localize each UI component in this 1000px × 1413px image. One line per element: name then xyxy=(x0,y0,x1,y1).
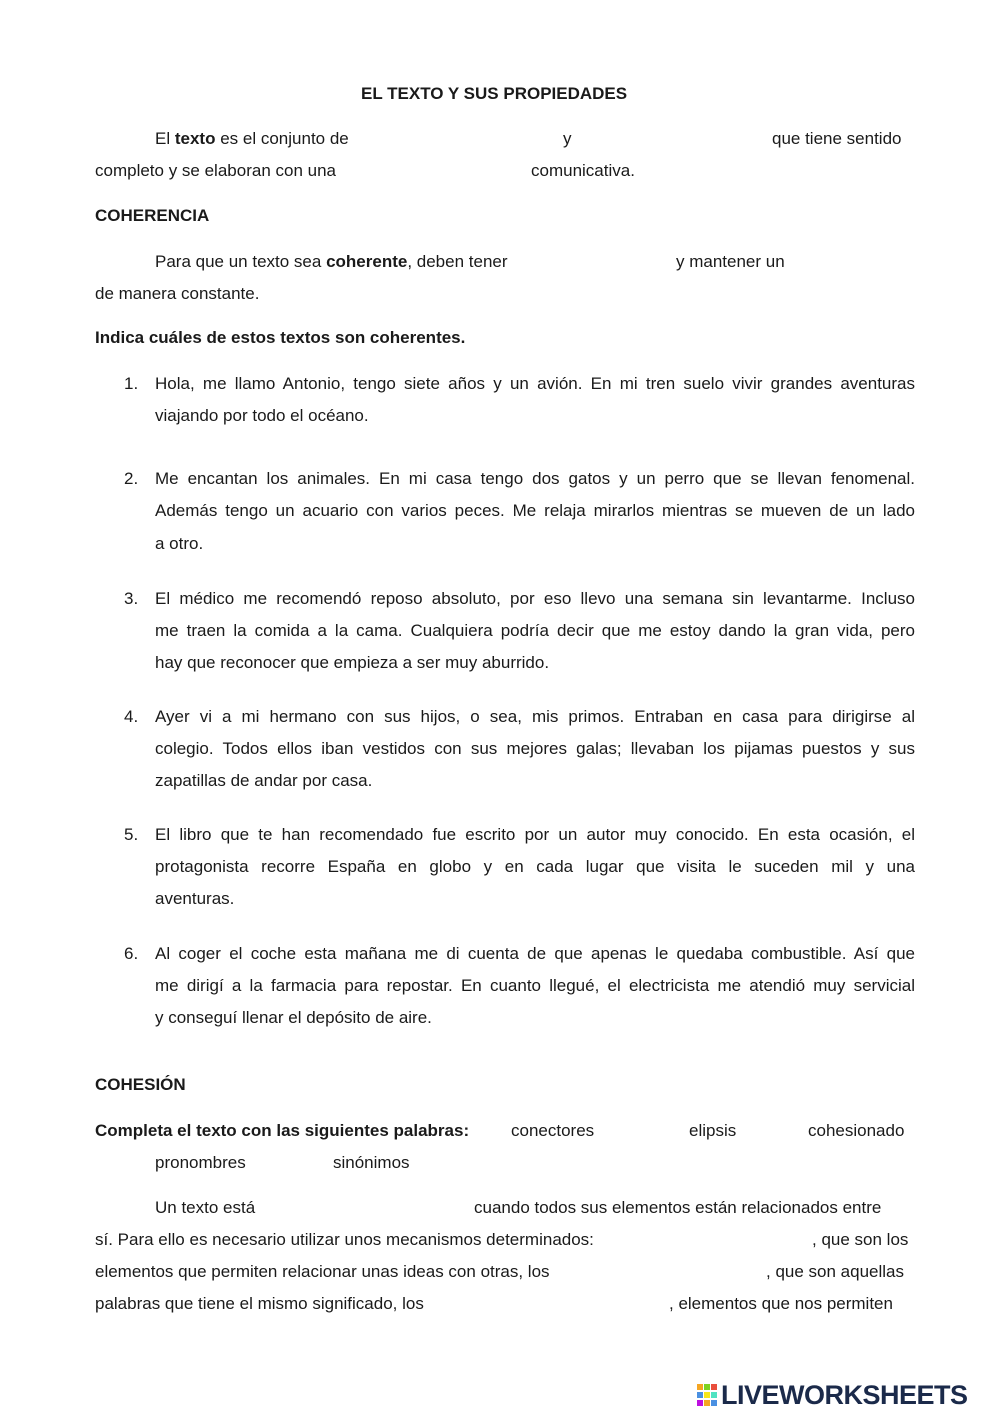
coherencia-mantener: y mantener un xyxy=(676,252,785,271)
coherencia-p1: Para que un texto sea xyxy=(155,252,322,271)
item-number: 5. xyxy=(124,825,139,844)
coherencia-bold: coherente xyxy=(326,252,408,271)
word-bank-cohesionado: cohesionado xyxy=(808,1121,905,1140)
word-bank-sinonimos: sinónimos xyxy=(333,1153,410,1172)
intro-el: El xyxy=(155,129,171,148)
cohesion-line-4a: palabras que tiene el mismo significado, los xyxy=(95,1294,424,1313)
item-1-line-1: Hola, me llamo Antonio, tengo siete años y un avión. En mi tren suelo vivir grandes aventuras xyxy=(155,374,915,393)
coherencia-p2: , deben tener xyxy=(407,252,508,271)
intro-es: es el conjunto de xyxy=(220,129,349,148)
intro-y: y xyxy=(563,129,572,148)
word-bank-elipsis: elipsis xyxy=(689,1121,737,1140)
item-4-line-2: colegio. Todos ellos iban vestidos con sus mejores galas; llevaban los pijamas puestos y sus xyxy=(155,739,915,758)
item-3-line-3: hay que reconocer que empieza a ser muy aburrido. xyxy=(155,653,550,672)
item-number: 6. xyxy=(124,944,139,963)
blank-conjunto-2[interactable] xyxy=(580,128,765,150)
blank-sinonimos[interactable] xyxy=(594,1261,762,1283)
cohesion-line-3a: elementos que permiten relacionar unas ideas con otras, los xyxy=(95,1262,550,1281)
blank-conectores[interactable] xyxy=(642,1229,808,1251)
word-bank-pronombres: pronombres xyxy=(155,1153,246,1172)
item-5-line-3: aventuras. xyxy=(155,889,235,908)
item-2-line-3: a otro. xyxy=(155,534,204,553)
blank-coherencia-1[interactable] xyxy=(545,251,670,273)
item-number: 3. xyxy=(124,589,139,608)
coherencia-manera: de manera constante. xyxy=(95,284,260,303)
cohesion-line-1a: Un texto está xyxy=(155,1198,256,1217)
blank-cohesionado[interactable] xyxy=(270,1197,468,1219)
item-number: 1. xyxy=(124,374,139,393)
blank-coherencia-2[interactable] xyxy=(800,251,913,273)
liveworksheets-logo xyxy=(697,1380,968,1410)
item-5-line-2: protagonista recorre España en globo y en cada lugar que visita le suceden mil y una xyxy=(155,857,915,876)
coherencia-heading: COHERENCIA xyxy=(95,206,210,225)
cohesion-line-3b: , que son aquellas xyxy=(766,1262,904,1281)
blank-intencion[interactable] xyxy=(362,160,525,182)
item-6-line-2: me dirigí a la farmacia para repostar. En cuanto llegué, el electricista me atendió muy servicial xyxy=(155,976,915,995)
cohesion-instruction: Completa el texto con las siguientes palabras: xyxy=(95,1121,470,1140)
item-4-line-3: zapatillas de andar por casa. xyxy=(155,771,373,790)
item-2-line-2: Además tengo un acuario con varios peces. Me relaja mirarlos mientras se mueven de un lado xyxy=(155,501,915,520)
blank-pronombres[interactable] xyxy=(462,1293,664,1315)
item-4-line-1: Ayer vi a mi hermano con sus hijos, o sea, mis primos. Entraban en casa para dirigirse al xyxy=(155,707,915,726)
liveworksheets-logo-icon xyxy=(697,1382,719,1408)
intro-tiene: que tiene sentido xyxy=(772,129,902,148)
cohesion-line-4b: , elementos que nos permiten xyxy=(669,1294,893,1313)
item-1-line-2: viajando por todo el océano. xyxy=(155,406,369,425)
intro-texto-bold: texto xyxy=(174,129,216,148)
cohesion-line-2b: , que son los xyxy=(812,1230,909,1249)
word-bank-conectores: conectores xyxy=(511,1121,595,1140)
liveworksheets-logo-text: LIVEWORKSHEETS xyxy=(721,1380,968,1410)
page-title: EL TEXTO Y SUS PROPIEDADES xyxy=(361,84,628,103)
blank-conjunto-1[interactable] xyxy=(372,128,557,150)
item-5-line-1: El libro que te han recomendado fue escrito por un autor muy conocido. En esta ocasión, el xyxy=(155,825,915,844)
intro-comunicativa: comunicativa. xyxy=(531,161,635,180)
coherencia-instruction: Indica cuáles de estos textos son coherentes. xyxy=(95,328,466,347)
coherencia-text-start xyxy=(155,252,508,272)
item-3-line-2: me traen la comida a la cama. Cualquiera podría decir que me estoy dando la gran vida, pero xyxy=(155,621,915,640)
item-number: 4. xyxy=(124,707,139,726)
item-3-line-1: El médico me recomendó reposo absoluto, por eso llevo una semana sin levantarme. Incluso xyxy=(155,589,915,608)
item-6-line-3: y conseguí llenar el depósito de aire. xyxy=(155,1008,432,1027)
item-6-line-1: Al coger el coche esta mañana me di cuenta de que apenas le quedaba combustible. Así que xyxy=(155,944,915,963)
item-number: 2. xyxy=(124,469,139,488)
item-2-line-1: Me encantan los animales. En mi casa tengo dos gatos y un perro que se llevan fenomenal. xyxy=(155,469,915,488)
cohesion-heading: COHESIÓN xyxy=(95,1075,186,1094)
cohesion-line-2a: sí. Para ello es necesario utilizar unos mecanismos determinados: xyxy=(95,1230,594,1249)
cohesion-line-1b: cuando todos sus elementos están relacionados entre xyxy=(474,1198,882,1217)
intro-completo: completo y se elaboran con una xyxy=(95,161,336,180)
intro-text-start xyxy=(155,129,349,149)
